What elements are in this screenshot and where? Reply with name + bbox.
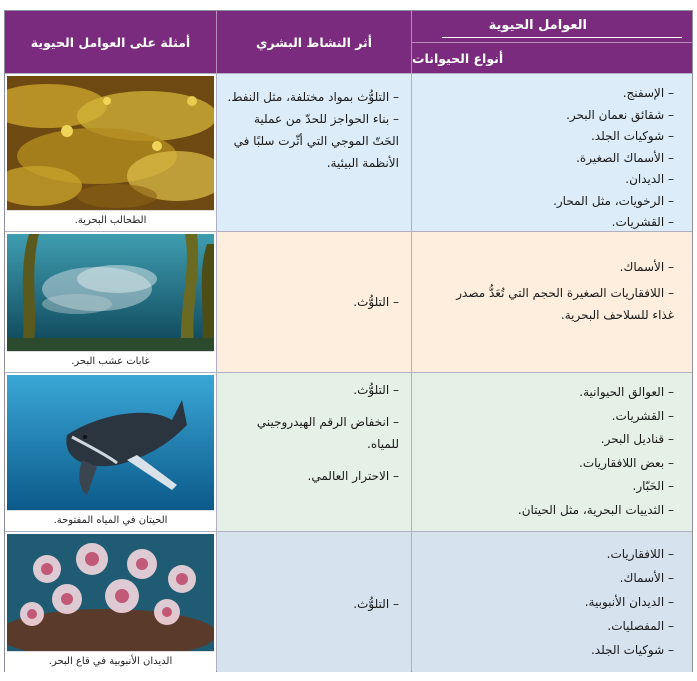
table-row: [5, 532, 692, 672]
table-row: [5, 74, 692, 231]
animal-item: – الديدان.: [553, 169, 674, 191]
seaweed-photo: [7, 76, 214, 210]
impact-cell: [217, 532, 411, 672]
animals-cell: [412, 232, 692, 372]
tube-worms-photo: [7, 534, 214, 651]
animal-item: – اللافقاريات الصغيرة الحجم التي تُعَدُّ مصدر غذاء للسلاحف البحرية.: [454, 279, 674, 326]
animal-item: – الرخويات، مثل المحار.: [553, 191, 674, 213]
impact-cell: [217, 74, 411, 231]
animal-item: – القشريات.: [518, 405, 674, 429]
impact-item: – التلوُّث.: [225, 291, 399, 313]
animal-item: – شوكيات الجلد.: [585, 638, 674, 662]
photo-caption: الطحالب البحرية.: [7, 210, 214, 230]
photo-caption: الحيتان في المياه المفتوحة.: [7, 510, 214, 530]
animals-cell: [412, 373, 692, 531]
animal-item: – الثدييات البحرية، مثل الحيتان.: [518, 499, 674, 523]
animal-item: – الإسفنج.: [553, 83, 674, 105]
impact-item: – انخفاض الرقم الهيدروجيني للمياه.: [225, 411, 399, 455]
impact-item: – التلوُّث بمواد مختلفة، مثل النفط.: [225, 86, 399, 108]
photo-caption: غابات عشب البحر.: [7, 351, 214, 371]
impact-cell: [217, 232, 411, 372]
animal-item: – الحَبّار.: [518, 475, 674, 499]
impact-item: – التلوُّث.: [225, 593, 399, 615]
whale-photo: [7, 375, 214, 510]
animal-item: – الأسماك.: [454, 257, 674, 279]
biotic-factors-table: [4, 10, 693, 672]
example-cell: [5, 74, 216, 231]
animal-item: – شقائق نعمان البحر.: [553, 105, 674, 127]
animal-item: – القشريات.: [553, 212, 674, 234]
header-animal-types: أنواع الحيوانات: [412, 51, 504, 66]
impact-item: – بناء الحواجز للحدّ من عملية الحَتّ الموجي التي أثّرت سلبًا في الأنظمة البيئية.: [225, 108, 399, 174]
animals-cell: [412, 532, 692, 672]
animal-item: – المفصليات.: [585, 614, 674, 638]
kelp-forest-photo: [7, 234, 214, 351]
table-row: [5, 232, 692, 372]
header-examples: أمثلة على العوامل الحيوية: [30, 34, 191, 50]
impact-cell: [217, 373, 411, 531]
photo-caption: الديدان الأنبوبية في قاع البحر.: [7, 651, 214, 671]
animal-item: – الأسماك الصغيرة.: [553, 148, 674, 170]
table-header: [5, 11, 692, 73]
example-cell: [5, 232, 216, 372]
impact-item: – التلوُّث.: [225, 379, 399, 401]
example-cell: [5, 373, 216, 531]
animal-item: – الأسماك.: [585, 566, 674, 590]
table-row: [5, 373, 692, 531]
animal-item: – شوكيات الجلد.: [553, 126, 674, 148]
animal-item: – العوالق الحيوانية.: [518, 381, 674, 405]
impact-item: – الاحترار العالمي.: [225, 465, 399, 487]
header-human-impact: أثر النشاط البشري: [256, 34, 372, 50]
animals-cell: [412, 74, 692, 231]
header-biotic-factors: [412, 11, 692, 42]
animal-item: – بعض اللافقاريات.: [518, 452, 674, 476]
animal-item: – الديدان الأنبوبية.: [585, 590, 674, 614]
animal-item: – اللافقاريات.: [585, 542, 674, 566]
header-biotic-text: العوامل الحيوية: [488, 18, 587, 33]
example-cell: [5, 532, 216, 672]
animal-item: – قناديل البحر.: [518, 428, 674, 452]
